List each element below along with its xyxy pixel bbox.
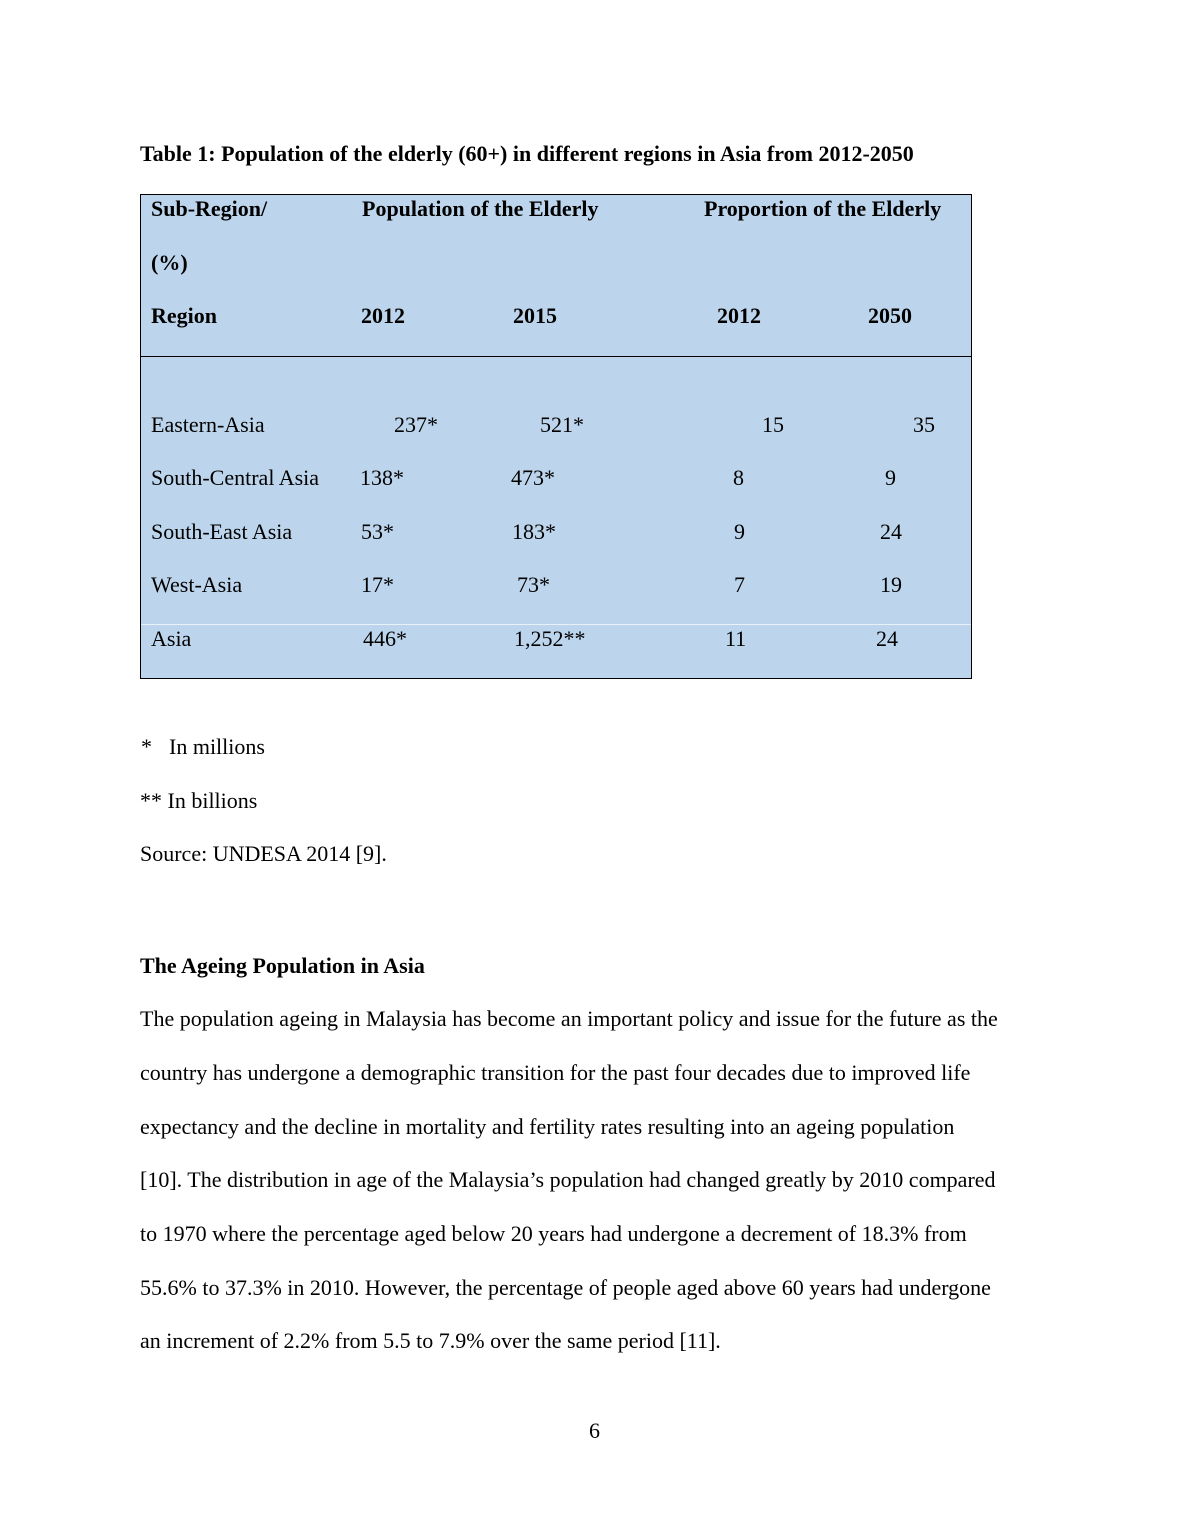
table-caption: Table 1: Population of the elderly (60+) in different regions in Asia from 2012-2050 (140, 141, 914, 166)
header-subregion: Sub-Region/ (151, 196, 268, 221)
paragraph-line: to 1970 where the percentage aged below 20 years had undergone a decrement of 18.3% from (140, 1221, 967, 1246)
table-cell-region: South-Central Asia (151, 465, 320, 490)
table-cell-pop-2012: 17* (361, 572, 394, 597)
table-cell-prop-2012: 7 (734, 572, 745, 597)
table-cell-region: South-East Asia (151, 519, 293, 544)
table-cell-prop-2012: 15 (762, 412, 784, 437)
header-population-group: Population of the Elderly (362, 196, 599, 221)
section-heading: The Ageing Population in Asia (140, 953, 425, 978)
note-millions: In millions (169, 734, 265, 759)
source-note: Source: UNDESA 2014 [9]. (140, 841, 387, 866)
table-cell-region: West-Asia (151, 572, 243, 597)
paragraph-line: 55.6% to 37.3% in 2010. However, the percentage of people aged above 60 years had undergone (140, 1275, 991, 1300)
table-cell-prop-2050: 19 (880, 572, 902, 597)
header-prop-2050: 2050 (868, 303, 912, 328)
header-pop-2015: 2015 (513, 303, 557, 328)
header-divider (140, 356, 972, 357)
header-region: Region (151, 303, 217, 328)
paragraph-line: expectancy and the decline in mortality and fertility rates resulting into an ageing population (140, 1114, 955, 1139)
paragraph-line: The population ageing in Malaysia has become an important policy and issue for the future as the (140, 1006, 998, 1031)
table-cell-pop-2015: 521* (540, 412, 584, 437)
table-cell-pop-2012: 53* (361, 519, 394, 544)
table-cell-prop-2050: 24 (876, 626, 898, 651)
table-cell-pop-2012: 237* (394, 412, 438, 437)
table-cell-pop-2012: 446* (363, 626, 407, 651)
paragraph-line: an increment of 2.2% from 5.5 to 7.9% over the same period [11]. (140, 1328, 721, 1353)
table-cell-prop-2050: 35 (913, 412, 935, 437)
note-billions: ** In billions (140, 788, 258, 813)
table-cell-prop-2050: 9 (885, 465, 896, 490)
table-cell-prop-2012: 8 (733, 465, 744, 490)
table-cell-region: Eastern-Asia (151, 412, 265, 437)
header-prop-2012: 2012 (717, 303, 761, 328)
table-cell-prop-2050: 24 (880, 519, 902, 544)
header-proportion-group: Proportion of the Elderly (704, 196, 942, 221)
table-cell-pop-2012: 138* (360, 465, 404, 490)
paragraph-line: country has undergone a demographic transition for the past four decades due to improved life (140, 1060, 971, 1085)
table-cell-pop-2015: 183* (512, 519, 556, 544)
paragraph-line: [10]. The distribution in age of the Malaysia’s population had changed greatly by 2010 compared (140, 1167, 996, 1192)
table-cell-pop-2015: 1,252** (514, 626, 586, 651)
header-percent: (%) (151, 250, 188, 275)
page-number: 6 (589, 1418, 600, 1443)
total-row-divider (141, 624, 971, 625)
table-cell-pop-2015: 73* (517, 572, 550, 597)
table-cell-region: Asia (151, 626, 192, 651)
table-cell-pop-2015: 473* (511, 465, 555, 490)
note-millions-marker: * (141, 734, 152, 759)
table-cell-prop-2012: 11 (725, 626, 747, 651)
header-pop-2012: 2012 (361, 303, 405, 328)
table-cell-prop-2012: 9 (734, 519, 745, 544)
